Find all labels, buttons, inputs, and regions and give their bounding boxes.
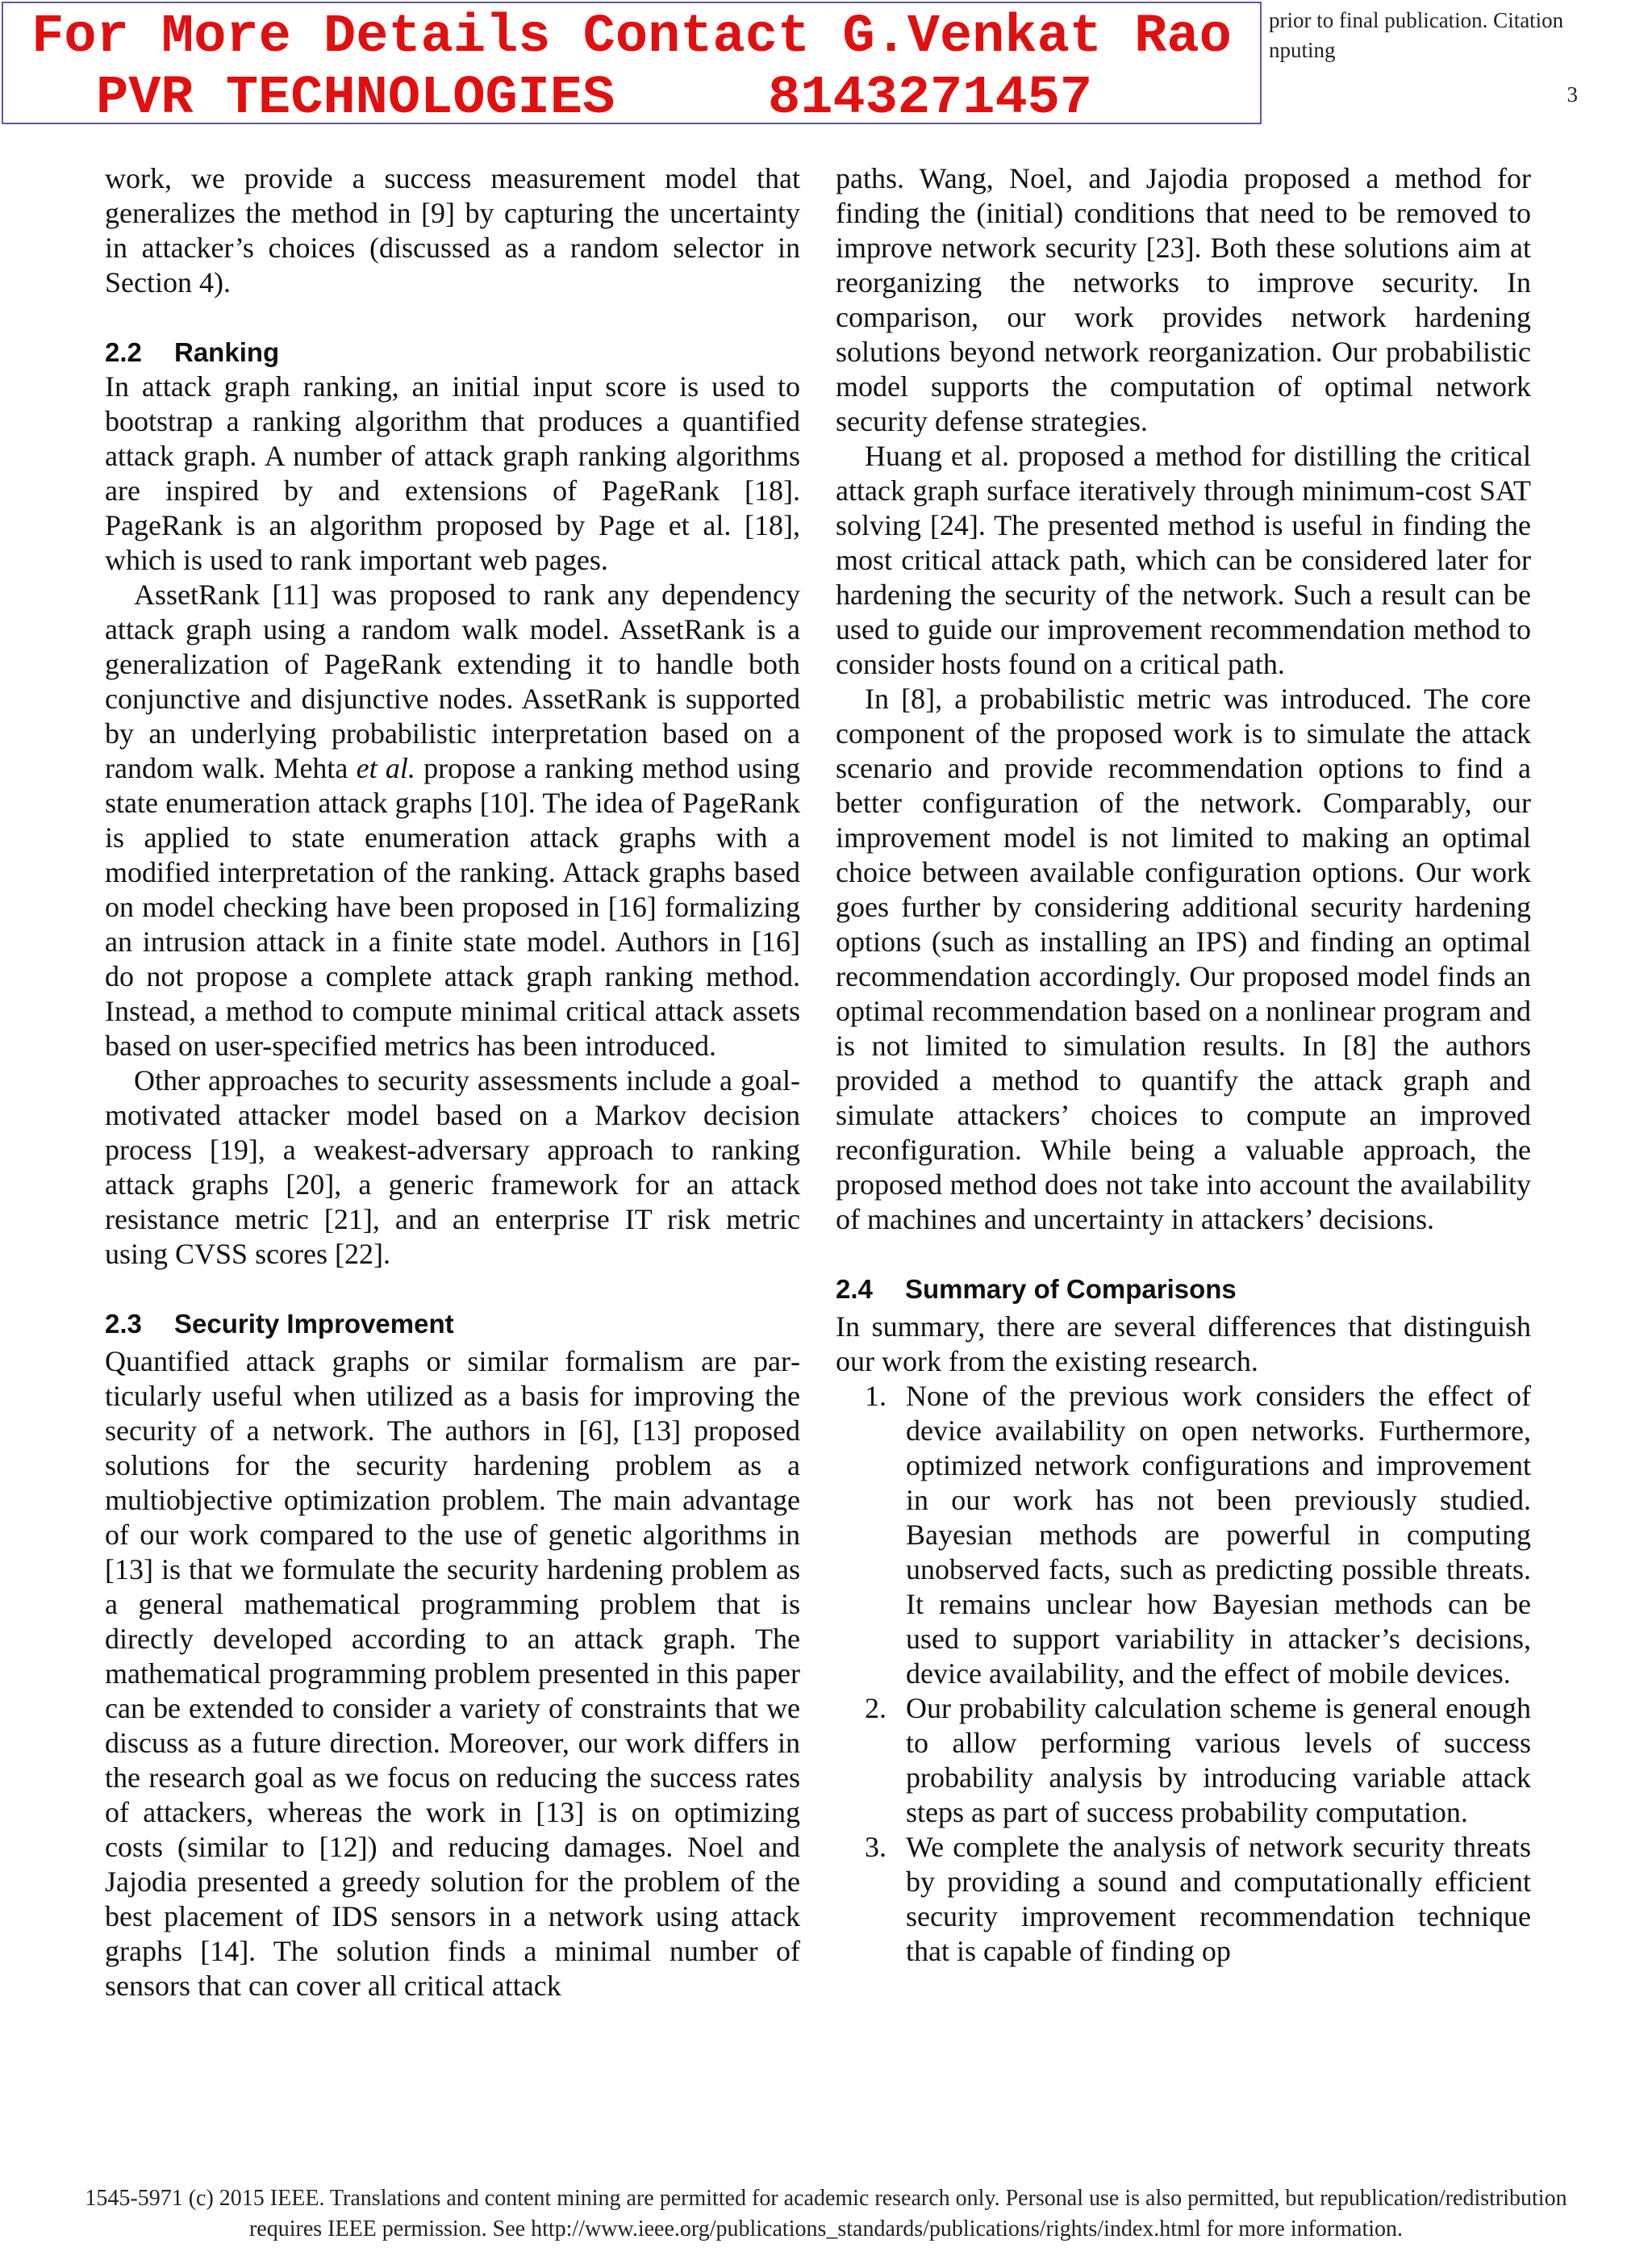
running-header-line2: nputing — [1269, 38, 1336, 62]
section-number: 2.2 — [105, 337, 142, 367]
running-header-line1: prior to final publication. Citation — [1269, 8, 1564, 32]
list-item-text: Our probability calculation scheme is general enough to allow performing various levels of success probability analysis by introducing variable attack steps as part of success probability computation. — [906, 1692, 1531, 1828]
right-paragraph-huang: Huang et al. proposed a method for distilling the critical attack graph surface iteratively through minimum-cost SAT solving [24]. The presented method is useful in finding the most critical attack path, which can be considered later for hardening the security of the network. Such a result can be used to guide our improvement recommendation method to consider hosts found on a critical path. — [836, 440, 1531, 680]
summary-paragraph: In summary, there are several differences that distinguish our work from the existing research. — [836, 1310, 1531, 1377]
section-heading-ranking — [105, 335, 800, 370]
section-title: Security Improvement — [174, 1309, 454, 1339]
list-item — [836, 1691, 1531, 1830]
ranking-paragraph-2-emphasis: et al. — [356, 752, 415, 784]
section-heading-summary — [836, 1272, 1531, 1306]
list-item-number: 2. — [865, 1692, 886, 1724]
left-column — [105, 161, 800, 2003]
ranking-paragraph-2-text-a: AssetRank [11] was proposed to rank any dependency attack graph using a random walk model. AssetRank is a generalization of PageRank extending it to handle both conjunctive and disjunctive nodes. AssetRank is supported by an underlying probabilistic interpretation based on a random walk. Mehta — [105, 579, 800, 784]
list-item-number: 1. — [865, 1380, 886, 1412]
list-item-number: 3. — [865, 1831, 886, 1863]
left-intro-paragraph: work, we provide a success measurement model that generalizes the method in [9] by capturing the uncertainty in attacker’s choices (discussed as a random selector in Section 4). — [105, 162, 800, 299]
list-item — [836, 1830, 1531, 1969]
copyright-footer-line2: requires IEEE permission. See http://www.ieee.org/publications_standards/publications/rights/index.html for more information. — [248, 2216, 1404, 2241]
ranking-paragraph-2 — [105, 578, 800, 1063]
list-item-text: None of the previous work considers the effect of device availability on open networks. Furthermore, optimized network configurations and improvement in our work has not been previously studied. Bayesian methods are powerful in computing unobserved facts, such as predicting possible threats. It remains unclear how Bayesian methods can be used to support variability in attacker’s decisions, device availability, and the effect of mobile devices. — [906, 1380, 1531, 1690]
contact-banner — [2, 2, 1262, 129]
section-heading-security-improvement — [105, 1306, 800, 1341]
comparison-list — [836, 1379, 1531, 1969]
section-number: 2.4 — [836, 1274, 873, 1304]
banner-contact-line: For More Details Contact G.Venkat Rao — [31, 6, 1232, 68]
copyright-footer-line1: 1545-5971 (c) 2015 IEEE. Translations and content mining are permitted for academic research only. Personal use is also permitted, but republication/redistribution — [85, 2186, 1567, 2211]
ranking-paragraph-3: Other approaches to security assessments include a goal-motivated attacker model based on a Markov decision process [19], a weakest-adversary approach to ranking attack graphs [20], a generic framework for an attack resistance metric [21], and an enterprise IT risk metric using CVSS scores [22]. — [105, 1064, 800, 1270]
right-continuation-paragraph: paths. Wang, Noel, and Jajodia proposed a method for finding the (initial) conditions that need to be removed to improve network security [23]. Both these solutions aim at reorganizing the networks to improve security. In comparison, our work provides network hardening solutions beyond network reorganization. Our probabilistic model supports the computation of optimal network security defense strategies. — [836, 162, 1531, 437]
banner-phone: 8143271457 — [768, 68, 1093, 129]
banner-org-name: PVR TECHNOLOGIES — [96, 68, 615, 129]
section-title: Summary of Comparisons — [905, 1274, 1237, 1304]
security-improvement-paragraph: Quantified attack graphs or similar formalism are particularly useful when utilized as a basis for improving the security of a network. The authors in [6], [13] proposed solutions for the security hardening problem as a multiobjective optimization problem. The main advantage of our work compared to the use of genetic algorithms in [13] is that we formulate the security hardening problem as a general mathematical programming problem that is directly developed according to an attack graph. The mathematical programming problem presented in this paper can be extended to consider a variety of constraints that we discuss as a future direction. Moreover, our work differs in the research goal as we focus on reducing the success rates of attackers, whereas the work in [13] is on optimizing costs (similar to [12]) and reducing damages. Noel and Jajodia presented a greedy solution for the problem of the best placement of IDS sensors in a network using attack graphs [14]. The solution finds a minimal number of sensors that can cover all critical attack — [105, 1345, 800, 2002]
section-number: 2.3 — [105, 1309, 142, 1339]
right-column — [836, 161, 1531, 1969]
section-title: Ranking — [174, 337, 280, 367]
list-item-text: We complete the analysis of network security threats by providing a sound and computationally efficient security improvement recommendation technique that is capable of finding op — [906, 1831, 1531, 1967]
ranking-paragraph-1: In attack graph ranking, an initial input score is used to bootstrap a ranking algorithm that produces a quantified attack graph. A number of attack graph ranking algorithms are inspired by and extensions of PageRank [18]. PageRank is an algorithm proposed by Page et al. [18], which is used to rank important web pages. — [105, 370, 800, 576]
right-paragraph-metric: In [8], a probabilistic metric was introduced. The core component of the proposed work is to simulate the attack scenario and provide recommendation options to find a better configuration of the network. Comparably, our improvement model is not limited to making an optimal choice between available configuration options. Our work goes further by considering additional security hardening options (such as installing an IPS) and finding an optimal recommendation accordingly. Our proposed model finds an optimal recommendation based on a nonlinear program and is not limited to simulation results. In [8] the authors provided a method to quantify the attack graph and simulate attackers’ choices to compute an improved reconfiguration. While being a valuable approach, the proposed method does not take into account the availability of machines and uncertainty in attackers’ decisions. — [836, 683, 1531, 1235]
list-item — [836, 1379, 1531, 1691]
page-number: 3 — [1566, 82, 1578, 107]
ranking-paragraph-2-text-b: propose a ranking method using state enumeration attack graphs [10]. The idea of PageRank is applied to state enumeration attack graphs with a modified interpretation of the ranking. Attack graphs based on model checking have been proposed in [16] formalizing an intrusion attack in a finite state model. Authors in [16] do not propose a complete attack graph ranking method. Instead, a method to compute minimal critical attack assets based on user-specified metrics has been introduced. — [105, 752, 800, 1062]
